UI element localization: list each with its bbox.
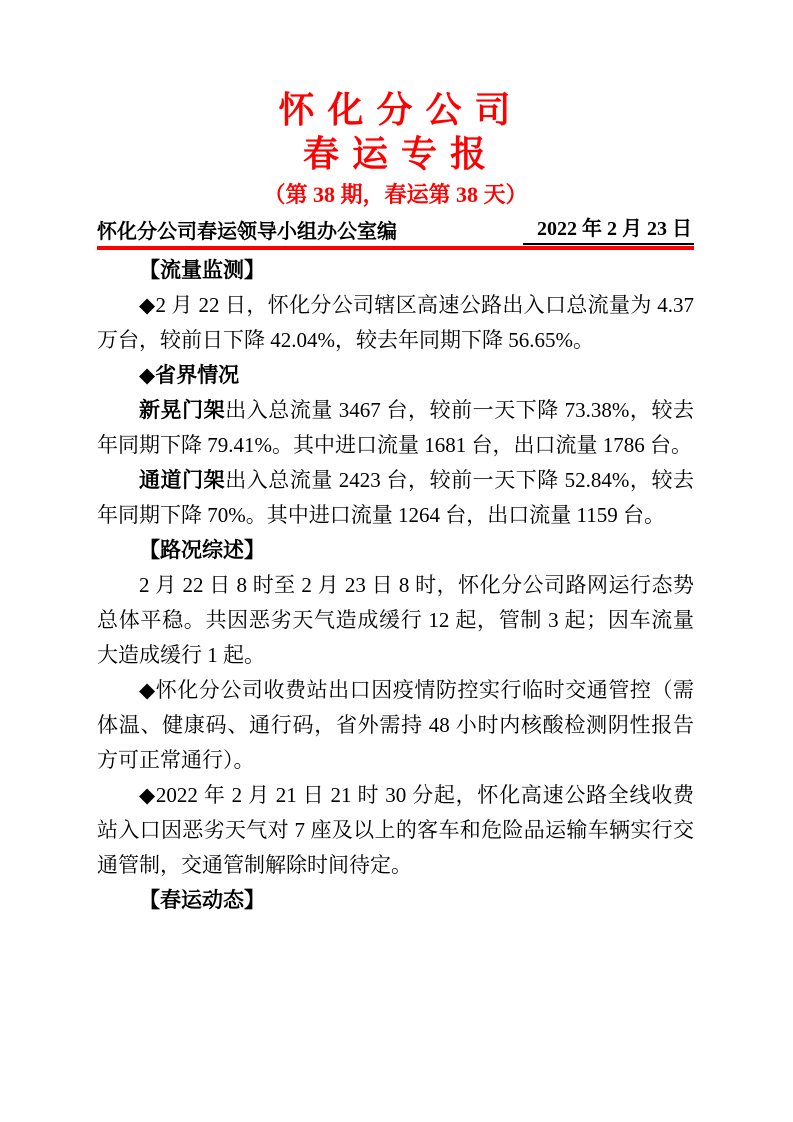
issue-line: （第 38 期，春运第 38 天） [263, 182, 528, 207]
body-paragraph: 新晃门架出入总流量 3467 台，较前一天下降 73.38%，较去年同期下降 79.41%。其中进口流量 1681 台，出口流量 1786 台。 [97, 398, 695, 457]
red-divider-rule [97, 246, 694, 250]
paragraph-lead: 新晃门架 [139, 399, 226, 422]
body-paragraph: ◆怀化分公司收费站出口因疫情防控实行临时交通管控（需体温、健康码、通行码，省外需持 48 小时内核酸检测阴性报告方可正常通行）。 [97, 678, 694, 772]
section-heading: 【流量监测】 [139, 259, 265, 282]
body-paragraph: 通道门架出入总流量 2423 台，较前一天下降 52.84%，较去年同期下降 70%。其中进口流量 1264 台，出口流量 1159 台。 [97, 468, 695, 527]
document-header [97, 88, 694, 250]
body-paragraph: 2 月 22 日 8 时至 2 月 23 日 8 时，怀化分公司路网运行态势总体平稳。共因恶劣天气造成缓行 12 起，管制 3 起；因车流量大造成缓行 1 起。 [97, 573, 694, 667]
doc-date: 2022 年 2 月 23 日 [523, 216, 694, 245]
editor-label: 怀化分公司春运领导小组办公室编 [97, 221, 397, 243]
report-title: 春 运 专 报 [302, 134, 488, 174]
document-body [97, 253, 694, 918]
section-heading: ◆省界情况 [139, 364, 240, 387]
body-paragraph: ◆2022 年 2 月 21 日 21 时 30 分起，怀化高速公路全线收费站入口因恶劣天气对 7 座及以上的客车和危险品运输车辆实行交通管制，交通管制解除时间待定。 [97, 783, 694, 877]
editor-row [97, 216, 694, 245]
body-paragraph: ◆2 月 22 日，怀化分公司辖区高速公路出入口总流量为 4.37 万台，较前日下降 42.04%，较去年同期下降 56.65%。 [97, 293, 694, 352]
company-title: 怀 化 分 公 司 [278, 90, 513, 130]
section-heading: 【春运动态】 [139, 889, 265, 912]
section-heading: 【路况综述】 [139, 539, 265, 562]
paragraph-lead: 通道门架 [139, 469, 226, 492]
